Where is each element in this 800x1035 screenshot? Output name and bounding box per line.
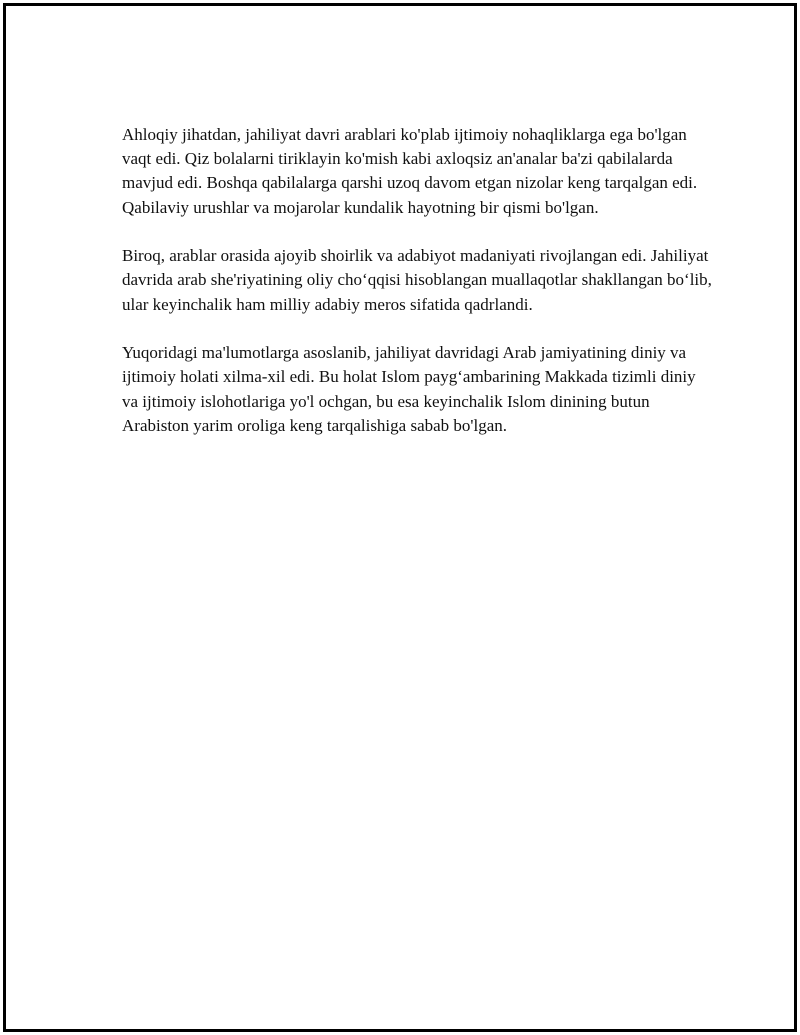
paragraph-3: Yuqoridagi ma'lumotlarga asoslanib, jahiliyat davridagi Arab jamiyatining diniy va ijtimoiy holati xilma-xil edi. Bu holat Islom payg‘ambarining Makkada tizimli diniy va ijtimoiy islohotlariga yo'l ochgan, bu esa keyinchalik Islom dinining butun Arabiston yarim oroliga keng tarqalishiga sabab bo'lgan. [122,343,696,435]
paragraph-2: Biroq, arablar orasida ajoyib shoirlik va adabiyot madaniyati rivojlangan edi. Jahiliyat davrida arab she'riyatining oliy cho‘qqisi hisoblangan muallaqotlar shakllangan bo‘lib, ular keyinchalik ham milliy adabiy meros sifatida qadrlandi. [122,246,712,314]
paragraph-1: Ahloqiy jihatdan, jahiliyat davri arablari ko'plab ijtimoiy nohaqliklarga ega bo'lgan vaqt edi. Qiz bolalarni tiriklayin ko'mish kabi axloqsiz an'analar ba'zi qabilalarda mavjud edi. Boshqa qabilalarga qarshi uzoq davom etgan nizolar keng tarqalgan edi. Qabilaviy urushlar va mojarolar kundalik hayotning bir qismi bo'lgan. [122,125,698,217]
document-body [122,123,712,462]
page-border [3,3,797,1032]
